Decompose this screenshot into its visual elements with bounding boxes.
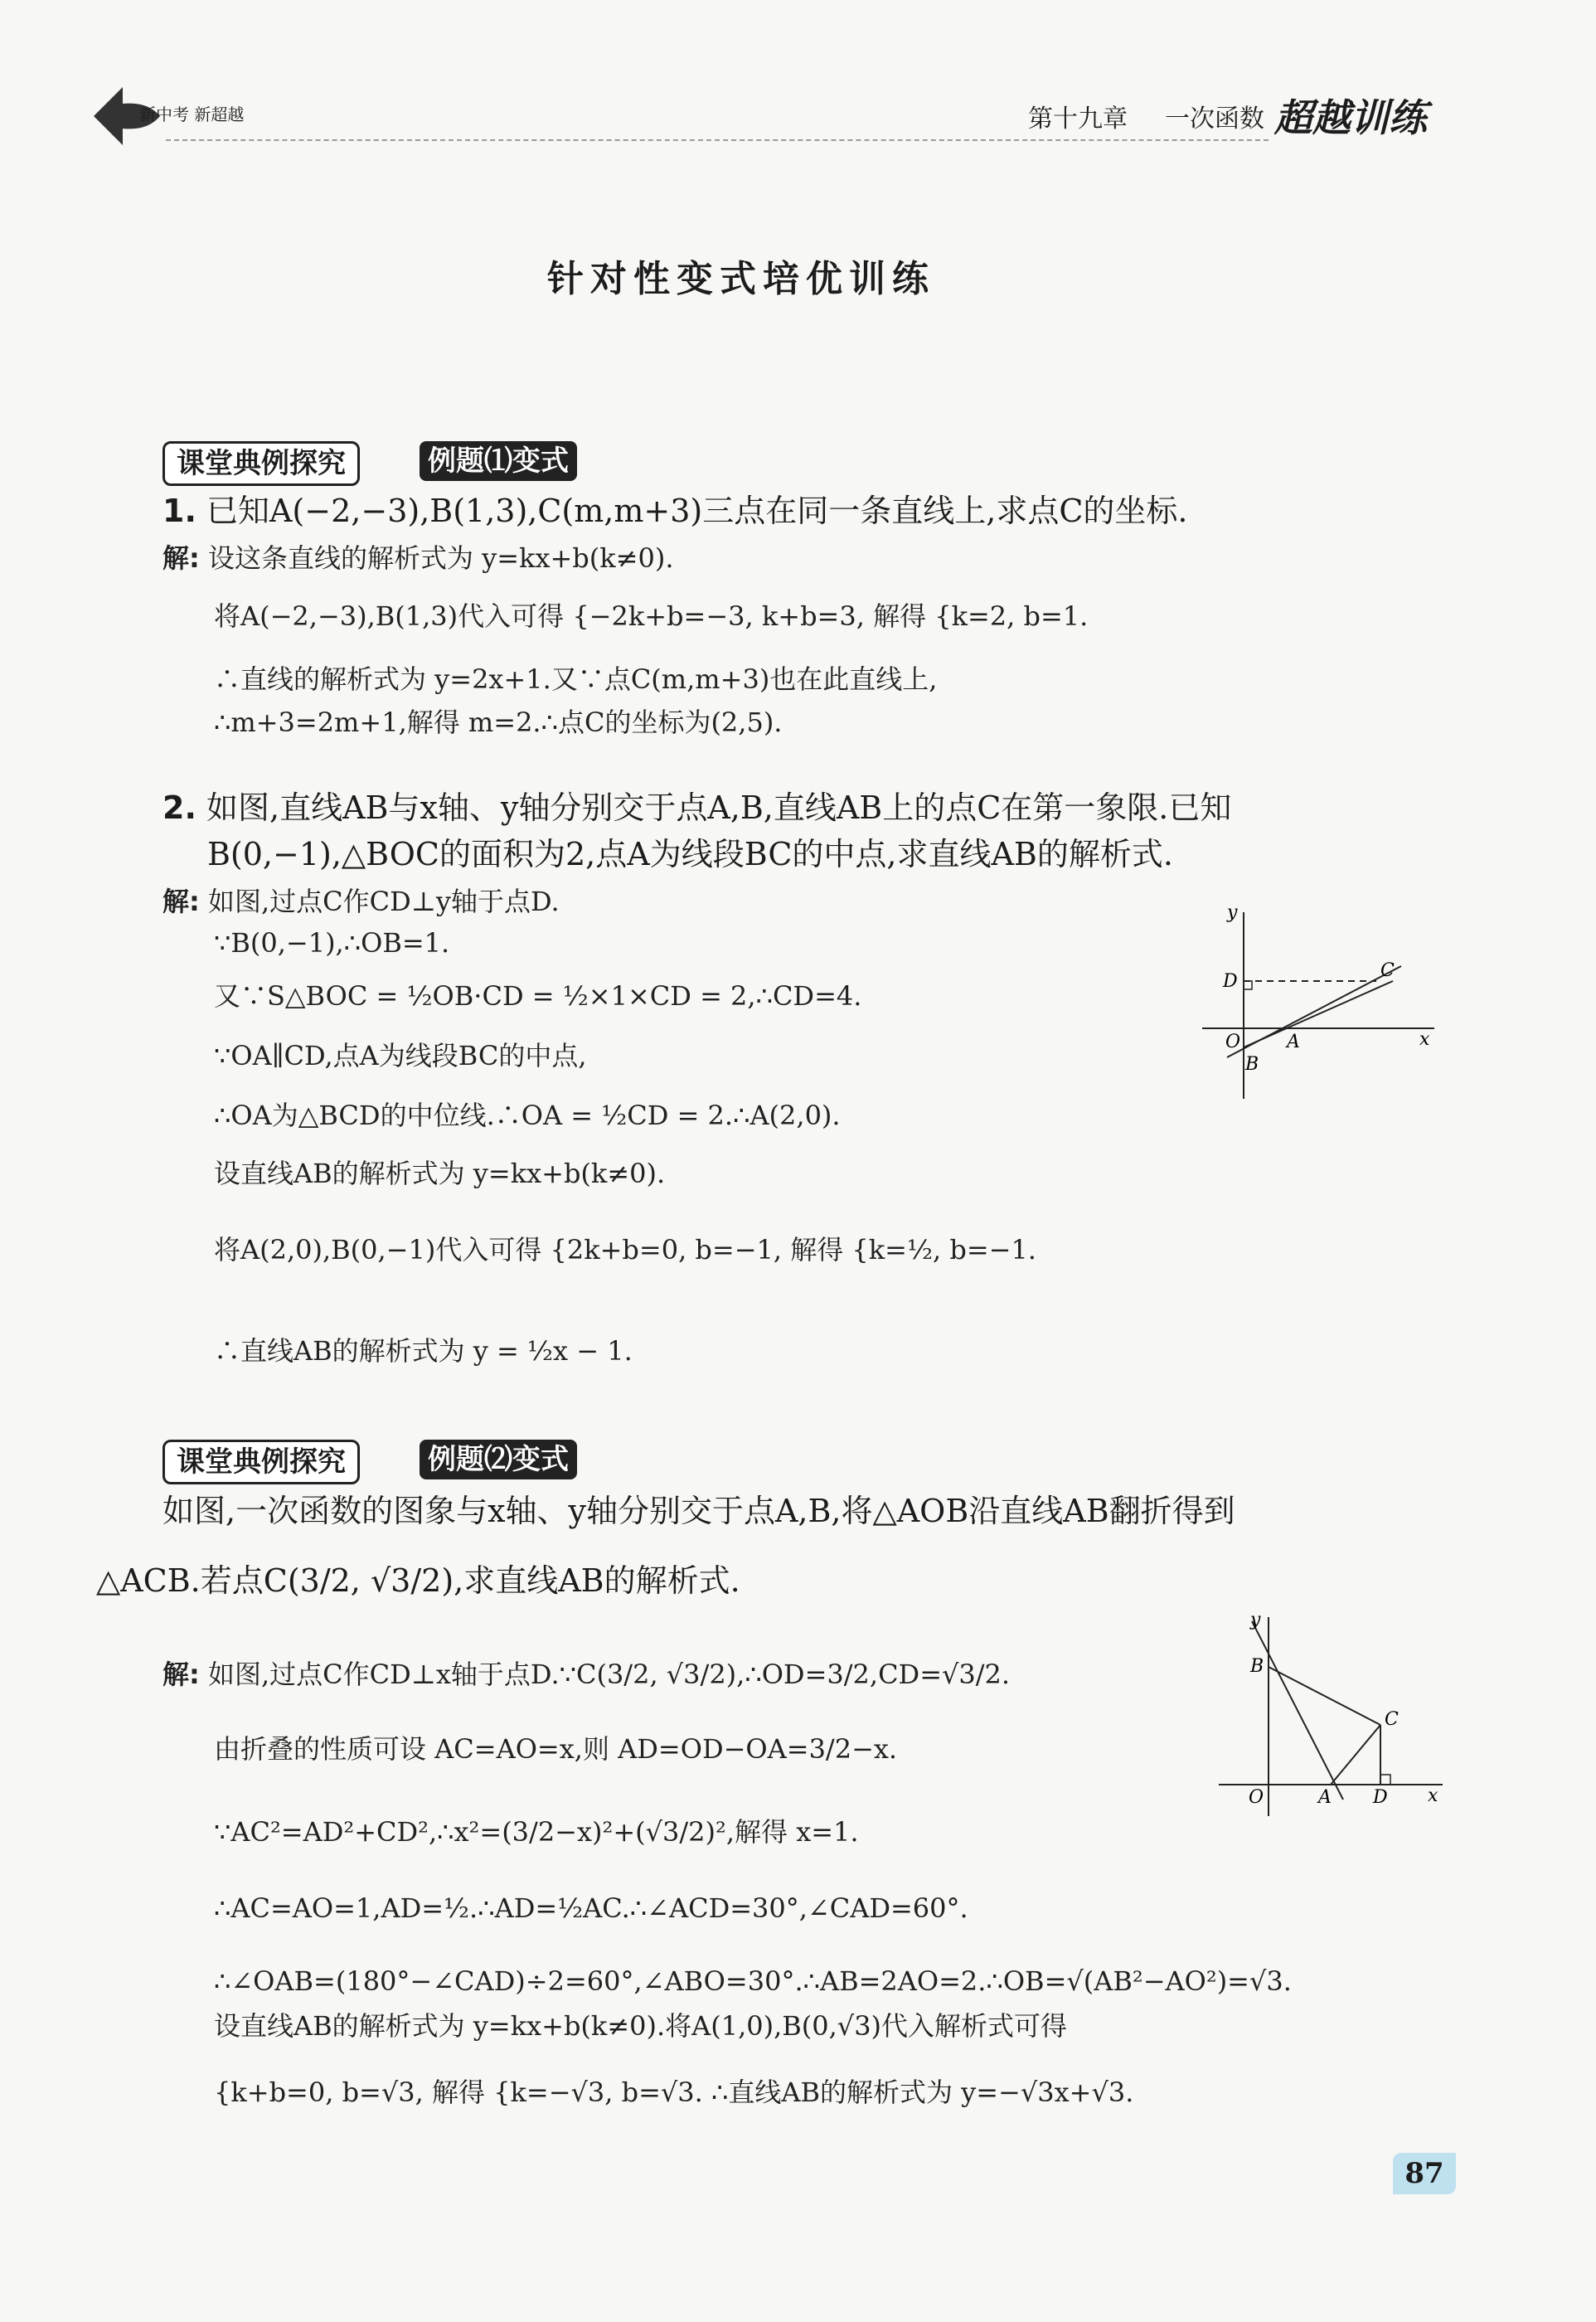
solution-2-line: 如图,过点C作CD⊥y轴于点D. (207, 886, 560, 917)
solution-2-line: 将A(2,0),B(0,−1)代入可得 {2k+b=0, b=−1, 解得 {k=½, b=−1. (214, 1234, 1036, 1265)
label-o: O (1249, 1787, 1264, 1808)
label-a: A (1318, 1787, 1332, 1808)
label-c: C (1380, 960, 1395, 981)
solution-1-line: 将A(−2,−3),B(1,3)代入可得 {−2k+b=−3, k+b=3, 解得 {k=2, b=1. (214, 600, 1089, 632)
section-badge-1: 课堂典例探究 (163, 441, 360, 486)
solution-2-label: 解: (163, 886, 200, 917)
header-divider (166, 139, 1269, 141)
solution-2-line: ∴直线AB的解析式为 y = ½x − 1. (214, 1335, 633, 1367)
solution-1 (163, 539, 674, 577)
solution-3-line: 由折叠的性质可设 AC=AO=x,则 AD=OD−OA=3/2−x. (214, 1733, 898, 1765)
problem-2-text: 如图,直线AB与x轴、y轴分别交于点A,B,直线AB上的点C在第一象限.已知 (206, 789, 1232, 826)
problem-3-text: △ACB.若点C(3/2, √3/2),求直线AB的解析式. (96, 1562, 740, 1599)
series-title: 超越训练 (1274, 95, 1427, 140)
label-a: A (1287, 1032, 1300, 1052)
solution-1-line: 设这条直线的解析式为 y=kx+b(k≠0). (207, 542, 674, 574)
section-badge-2: 课堂典例探究 (163, 1440, 360, 1484)
problem-1-number: 1. (163, 493, 196, 529)
page-title: 针对性变式培优训练 (547, 258, 935, 300)
label-b: B (1245, 1054, 1259, 1075)
section-subbadge-2: 例题⑵变式 (420, 1440, 577, 1479)
solution-3-line: ∴∠OAB=(180°−∠CAD)÷2=60°,∠ABO=30°.∴AB=2AO=2.∴OB=√(AB²−AO²)=√3. (214, 1965, 1292, 1997)
label-o: O (1225, 1032, 1241, 1052)
label-d: D (1223, 971, 1238, 992)
label-c: C (1385, 1709, 1399, 1730)
solution-2-line: ∵B(0,−1),∴OB=1. (214, 927, 450, 959)
solution-3 (163, 1655, 1010, 1693)
problem-1-text: 已知A(−2,−3),B(1,3),C(m,m+3)三点在同一条直线上,求点C的坐标. (206, 493, 1188, 529)
brand-text: 新中考 新超越 (139, 104, 245, 124)
section-subbadge-1: 例题⑴变式 (420, 441, 577, 481)
figure-3 (1210, 1609, 1451, 1824)
label-y: y (1227, 902, 1238, 923)
solution-2-line: ∵OA∥CD,点A为线段BC的中点, (214, 1040, 587, 1071)
problem-2-number: 2. (163, 789, 196, 826)
label-x: x (1419, 1029, 1430, 1050)
solution-2 (163, 882, 560, 921)
problem-2-text: B(0,−1),△BOC的面积为2,点A为线段BC的中点,求直线AB的解析式. (207, 836, 1173, 872)
solution-2-line: 设直线AB的解析式为 y=kx+b(k≠0). (214, 1158, 666, 1189)
line-ab (1244, 981, 1393, 1047)
label-y: y (1250, 1610, 1261, 1630)
solution-3-line: ∵AC²=AD²+CD²,∴x²=(3/2−x)²+(√3/2)²,解得 x=1. (214, 1816, 859, 1848)
solution-3-label: 解: (163, 1659, 200, 1690)
solution-1-label: 解: (163, 542, 200, 574)
solution-1-line: ∴m+3=2m+1,解得 m=2.∴点C的坐标为(2,5). (214, 707, 783, 738)
chapter-title: 一次函数 (1165, 104, 1264, 134)
line-ab (1252, 1621, 1343, 1800)
label-d: D (1373, 1787, 1388, 1808)
figure-2 (1194, 900, 1443, 1107)
problem-1 (163, 489, 1456, 532)
page-number: 87 (1393, 2153, 1456, 2194)
solution-3-line: {k+b=0, b=√3, 解得 {k=−√3, b=√3. ∴直线AB的解析式为 y=−√3x+√3. (214, 2077, 1134, 2108)
chapter-number: 第十九章 (1028, 104, 1128, 134)
problem-2 (163, 786, 1456, 829)
segment-ac (1331, 1725, 1380, 1785)
solution-3-line: 设直线AB的解析式为 y=kx+b(k≠0).将A(1,0),B(0,√3)代入解析式可得 (214, 2010, 1068, 2042)
label-b: B (1250, 1656, 1264, 1677)
problem-3-text: 如图,一次函数的图象与x轴、y轴分别交于点A,B,将△AOB沿直线AB翻折得到 (163, 1493, 1235, 1529)
segment-bc (1269, 1667, 1380, 1725)
solution-2-line: ∴OA为△BCD的中位线.∴OA = ½CD = 2.∴A(2,0). (214, 1100, 841, 1131)
solution-3-line: 如图,过点C作CD⊥x轴于点D.∵C(3/2, √3/2),∴OD=3/2,CD=√3/2. (207, 1659, 1011, 1690)
solution-2-line: 又∵S△BOC = ½OB·CD = ½×1×CD = 2,∴CD=4. (214, 980, 862, 1012)
label-x: x (1428, 1785, 1438, 1806)
solution-3-line: ∴AC=AO=1,AD=½.∴AD=½AC.∴∠ACD=30°,∠CAD=60°. (214, 1892, 968, 1924)
solution-1-line: ∴直线的解析式为 y=2x+1.又∵点C(m,m+3)也在此直线上, (214, 663, 938, 695)
